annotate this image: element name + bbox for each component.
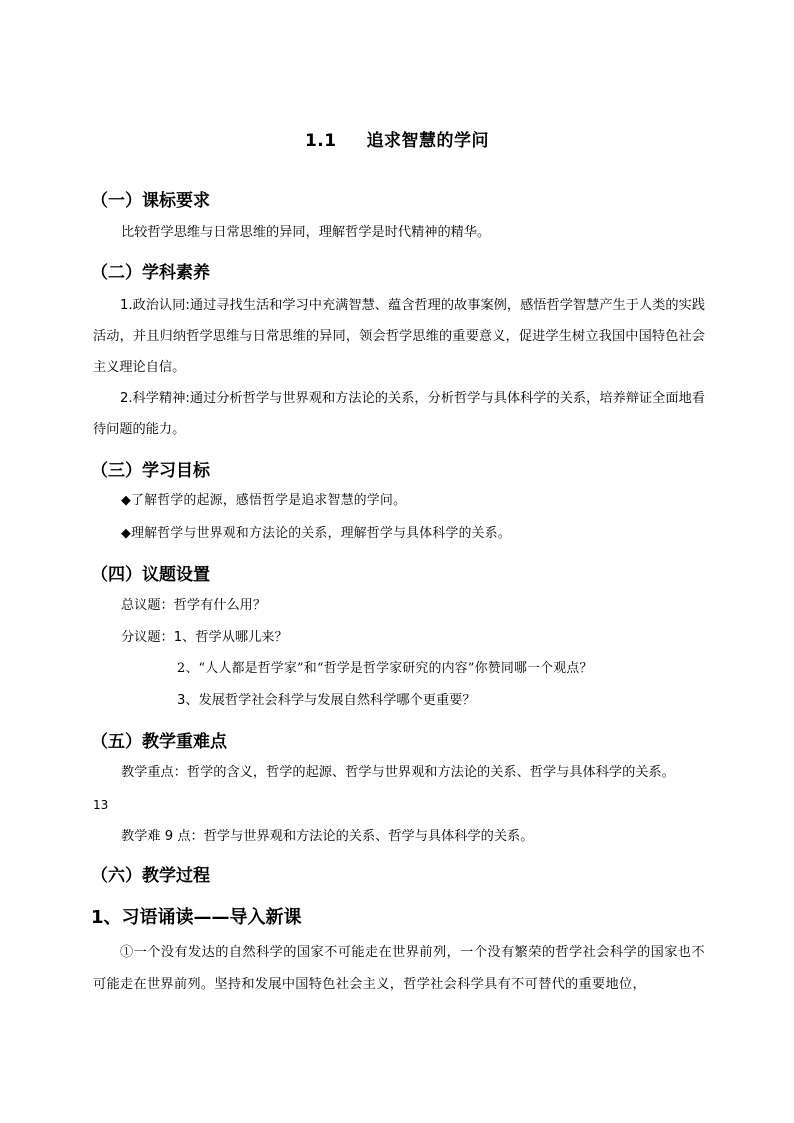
section-heading-topics: （四）议题设置 bbox=[91, 565, 210, 585]
literacy-item-science: 2.科学精神:通过分析哲学与世界观和方法论的关系，分析哲学与具体科学的关系，培养辩证全面地看待问题的能力。 bbox=[93, 391, 705, 437]
goal-item-1: ◆了解哲学的起源，感悟哲学是追求智慧的学问。 bbox=[121, 493, 407, 508]
title-number: 1.1 bbox=[304, 131, 337, 151]
sub-topic-1: 分议题：1、哲学从哪儿来？ bbox=[121, 630, 288, 645]
section-heading-goals: （三）学习目标 bbox=[91, 461, 210, 481]
section-heading-key-points: （五）教学重难点 bbox=[91, 732, 227, 752]
section-heading-process: （六）教学过程 bbox=[91, 866, 210, 886]
section-heading-curriculum: （一）课标要求 bbox=[91, 191, 210, 211]
difficult-points-text: 教学难 9 点：哲学与世界观和方法论的关系、哲学与具体科学的关系。 bbox=[121, 829, 534, 844]
page-title bbox=[0, 126, 794, 151]
goal-item-2: ◆理解哲学与世界观和方法论的关系，理解哲学与具体科学的关系。 bbox=[121, 526, 511, 541]
main-topic: 总议题：哲学有什么用？ bbox=[121, 598, 267, 613]
sub-topic-3: 3、发展哲学社会科学与发展自然科学哪个更重要？ bbox=[177, 693, 476, 708]
sub-topic-2: 2、“人人都是哲学家”和“哲学是哲学家研究的内容”你赞同哪一个观点？ bbox=[177, 661, 593, 676]
key-points-text: 教学重点：哲学的含义，哲学的起源、哲学与世界观和方法论的关系、哲学与具体科学的关系。 bbox=[121, 765, 675, 780]
section-heading-intro: 1、习语诵读——导入新课 bbox=[91, 907, 302, 928]
stray-number: 13 bbox=[93, 798, 109, 812]
intro-quote-text: ①一个没有发达的自然科学的国家不可能走在世界前列，一个没有繁荣的哲学社会科学的国家也不可能走在世界前列。坚持和发展中国特色社会主义，哲学社会科学具有不可替代的重要地位， bbox=[93, 945, 705, 992]
title-text: 追求智慧的学问 bbox=[366, 131, 490, 151]
section-heading-literacy: （二）学科素养 bbox=[91, 263, 210, 283]
curriculum-text: 比较哲学思维与日常思维的异同，理解哲学是时代精神的精华。 bbox=[121, 225, 491, 240]
literacy-item-political: 1.政治认同:通过寻找生活和学习中充满智慧、蕴含哲理的故事案例，感悟哲学智慧产生于人类的实践活动，并且归纳哲学思维与日常思维的异同，领会哲学思维的重要意义，促进学生树立我国中国特色社会主义理论自信。 bbox=[93, 298, 705, 375]
